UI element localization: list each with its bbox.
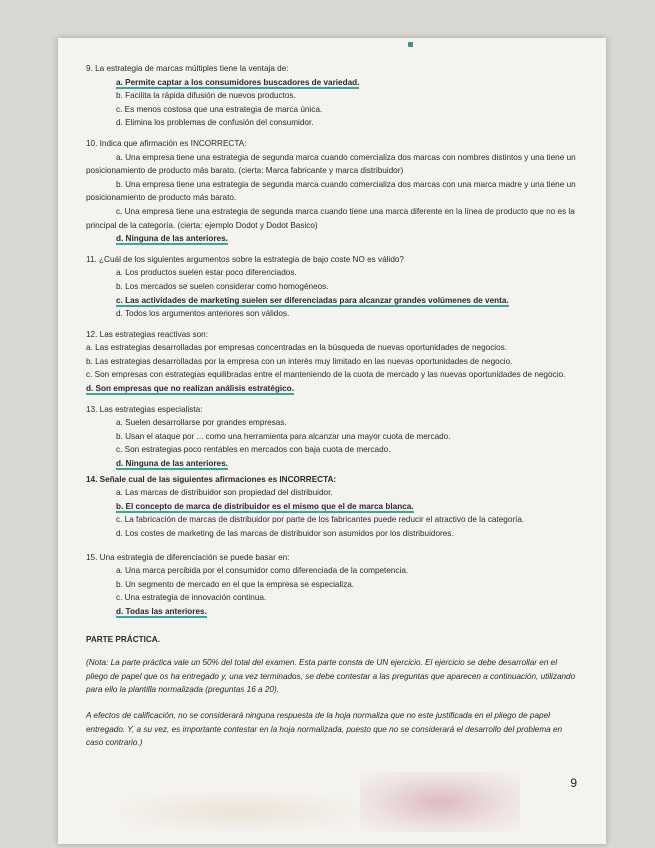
answer-highlight: d. Ninguna de las anteriores. [116,459,228,469]
question-10-option-b: b. Una empresa tiene una estrategia de segunda marca cuando comercializa dos marcas con una marca madre y una tiene un posicionamiento de producto más barato. [86,179,576,203]
question-9-option-c: c. Es menos costosa que una estrategia de marca única. [116,104,323,114]
question-11 [86,253,576,321]
question-12-option-b: b. Las estrategias desarrolladas por la empresa con un interés muy limitado en las nuevas oportunidades de negocio. [86,356,513,366]
question-11-option-d: d. Todos los argumentos anteriores son válidos. [116,309,290,319]
question-14 [86,473,576,541]
answer-highlight: d. Ninguna de las anteriores. [116,234,228,244]
question-15 [86,551,576,619]
exam-content [86,62,576,762]
page-number: 9 [570,776,577,790]
question-9-text: 9. La estrategia de marcas múltiples tiene la ventaja de: [86,64,289,73]
question-9-option-b: b. Facilita la rápida difusión de nuevos productos. [116,91,296,101]
practical-section-title: PARTE PRÁCTICA. [86,634,160,644]
question-15-option-a: a. Una marca percibida por el consumidor como diferenciada de la competencia. [116,566,409,576]
question-9 [86,62,576,130]
answer-highlight: c. Las actividades de marketing suelen ser diferenciadas para alcanzar grandes volúmenes de venta. [116,295,509,305]
practical-note-2: A efectos de calificación, no se considerará ninguna respuesta de la hoja normaliza que no este justificada en el pliego de papel entregado. Y, a su vez, es importante contestar en la hoja normalizada, puesto que no se considerará el desarrollo del problema en caso contrario.) [86,710,563,748]
question-9-option-a [86,76,576,90]
question-11-option-a: a. Los productos suelen estar poco diferenciados. [116,268,297,278]
question-13-option-c: c. Son estrategias poco rentables en mercados con baja cuota de mercado. [116,445,391,455]
question-13-text: 13. Las estrategias especialista: [86,404,203,414]
question-14-text: 14. Señale cual de las siguientes afirmaciones es INCORRECTA: [86,474,337,484]
question-15-option-c: c. Una estrategia de innovación continua. [116,593,267,603]
answer-highlight: b. El concepto de marca de distribuidor es el mismo que el de marca blanca. [116,501,414,511]
question-12-option-d [86,382,576,396]
practical-note-1: (Nota: La parte práctica vale un 50% del total del examen. Esta parte consta de UN ejercicio. El ejercicio se debe desarrollar en el pliego de papel que os ha entregado y, una vez terminados, se debe contestar a las preguntas que aparecen a continuación, utilizando para ello la plantilla normalizada (preguntas 16 a 20). [86,658,576,695]
answer-highlight: d. Todas las anteriores. [116,606,207,616]
question-15-option-b: b. Un segmento de mercado en el que la empresa se especializa. [116,579,355,589]
question-10-option-d [86,232,576,246]
question-14-option-a: a. Las marcas de distribuidor son propiedad del distribuidor. [116,488,333,498]
question-11-option-b: b. Los mercados se suelen considerar como homogéneos. [116,281,329,291]
answer-highlight: a. Permite captar a los consumidores buscadores de variedad. [116,77,360,87]
question-14-option-b [86,500,576,514]
question-11-text: 11. ¿Cuál de los siguientes argumentos sobre la estrategia de bajo coste NO es válido? [86,254,404,264]
question-12-option-a: a. Las estrategias desarrolladas por empresas concentradas en la búsqueda de nuevas oportunidades de negocios. [86,343,508,353]
question-10-option-c: c. Una empresa tiene una estrategia de segunda marca cuando tiene una marca diferente en la línea de producto que no es la principal de la categoría. (cierta: ejemplo Dodot y Dodot Basico) [86,206,575,230]
question-12 [86,328,576,396]
question-9-option-d: d. Elimina los problemas de confusión del consumidor. [116,118,314,128]
question-10-text: 10. Indica que afirmación es INCORRECTA: [86,138,247,148]
paper-smudge [120,792,360,832]
question-12-text: 12. Las estrategias reactivas son: [86,329,208,339]
question-10 [86,137,576,246]
question-14-option-d: d. Los costes de marketing de las marcas de distribuidor son asumidos por los distribuidores. [116,529,454,538]
question-13-option-a: a. Suelen desarrollarse por grandes empresas. [116,418,287,428]
question-11-option-c [86,294,576,308]
question-13-option-d [86,457,576,471]
staple-mark [408,42,413,47]
question-13 [86,403,576,471]
question-12-option-c: c. Son empresas con estrategias equilibradas entre el manteniendo de la cuota de mercado y las nuevas oportunidades de negocio. [86,370,566,380]
question-15-text: 15. Una estrategia de diferenciación se puede basar en: [86,552,290,562]
question-15-option-d [86,605,576,619]
answer-highlight: d. Son empresas que no realizan análisis estratégico. [86,384,294,394]
question-14-option-c: c. La fabricación de marcas de distribuidor por parte de los fabricantes puede reducir el atractivo de la categoría. [116,515,525,525]
question-10-option-a: a. Una empresa tiene una estrategia de segunda marca cuando comercializa dos marcas con nombres distintos y una tiene un posicionamiento de producto más barato. (cierta: Marca fabricante y marca distribuidor) [86,152,576,176]
paper-stain [360,772,520,832]
question-13-option-b: b. Usan el ataque por ... como una herramienta para alcanzar una mayor cuota de mercado. [116,431,451,441]
